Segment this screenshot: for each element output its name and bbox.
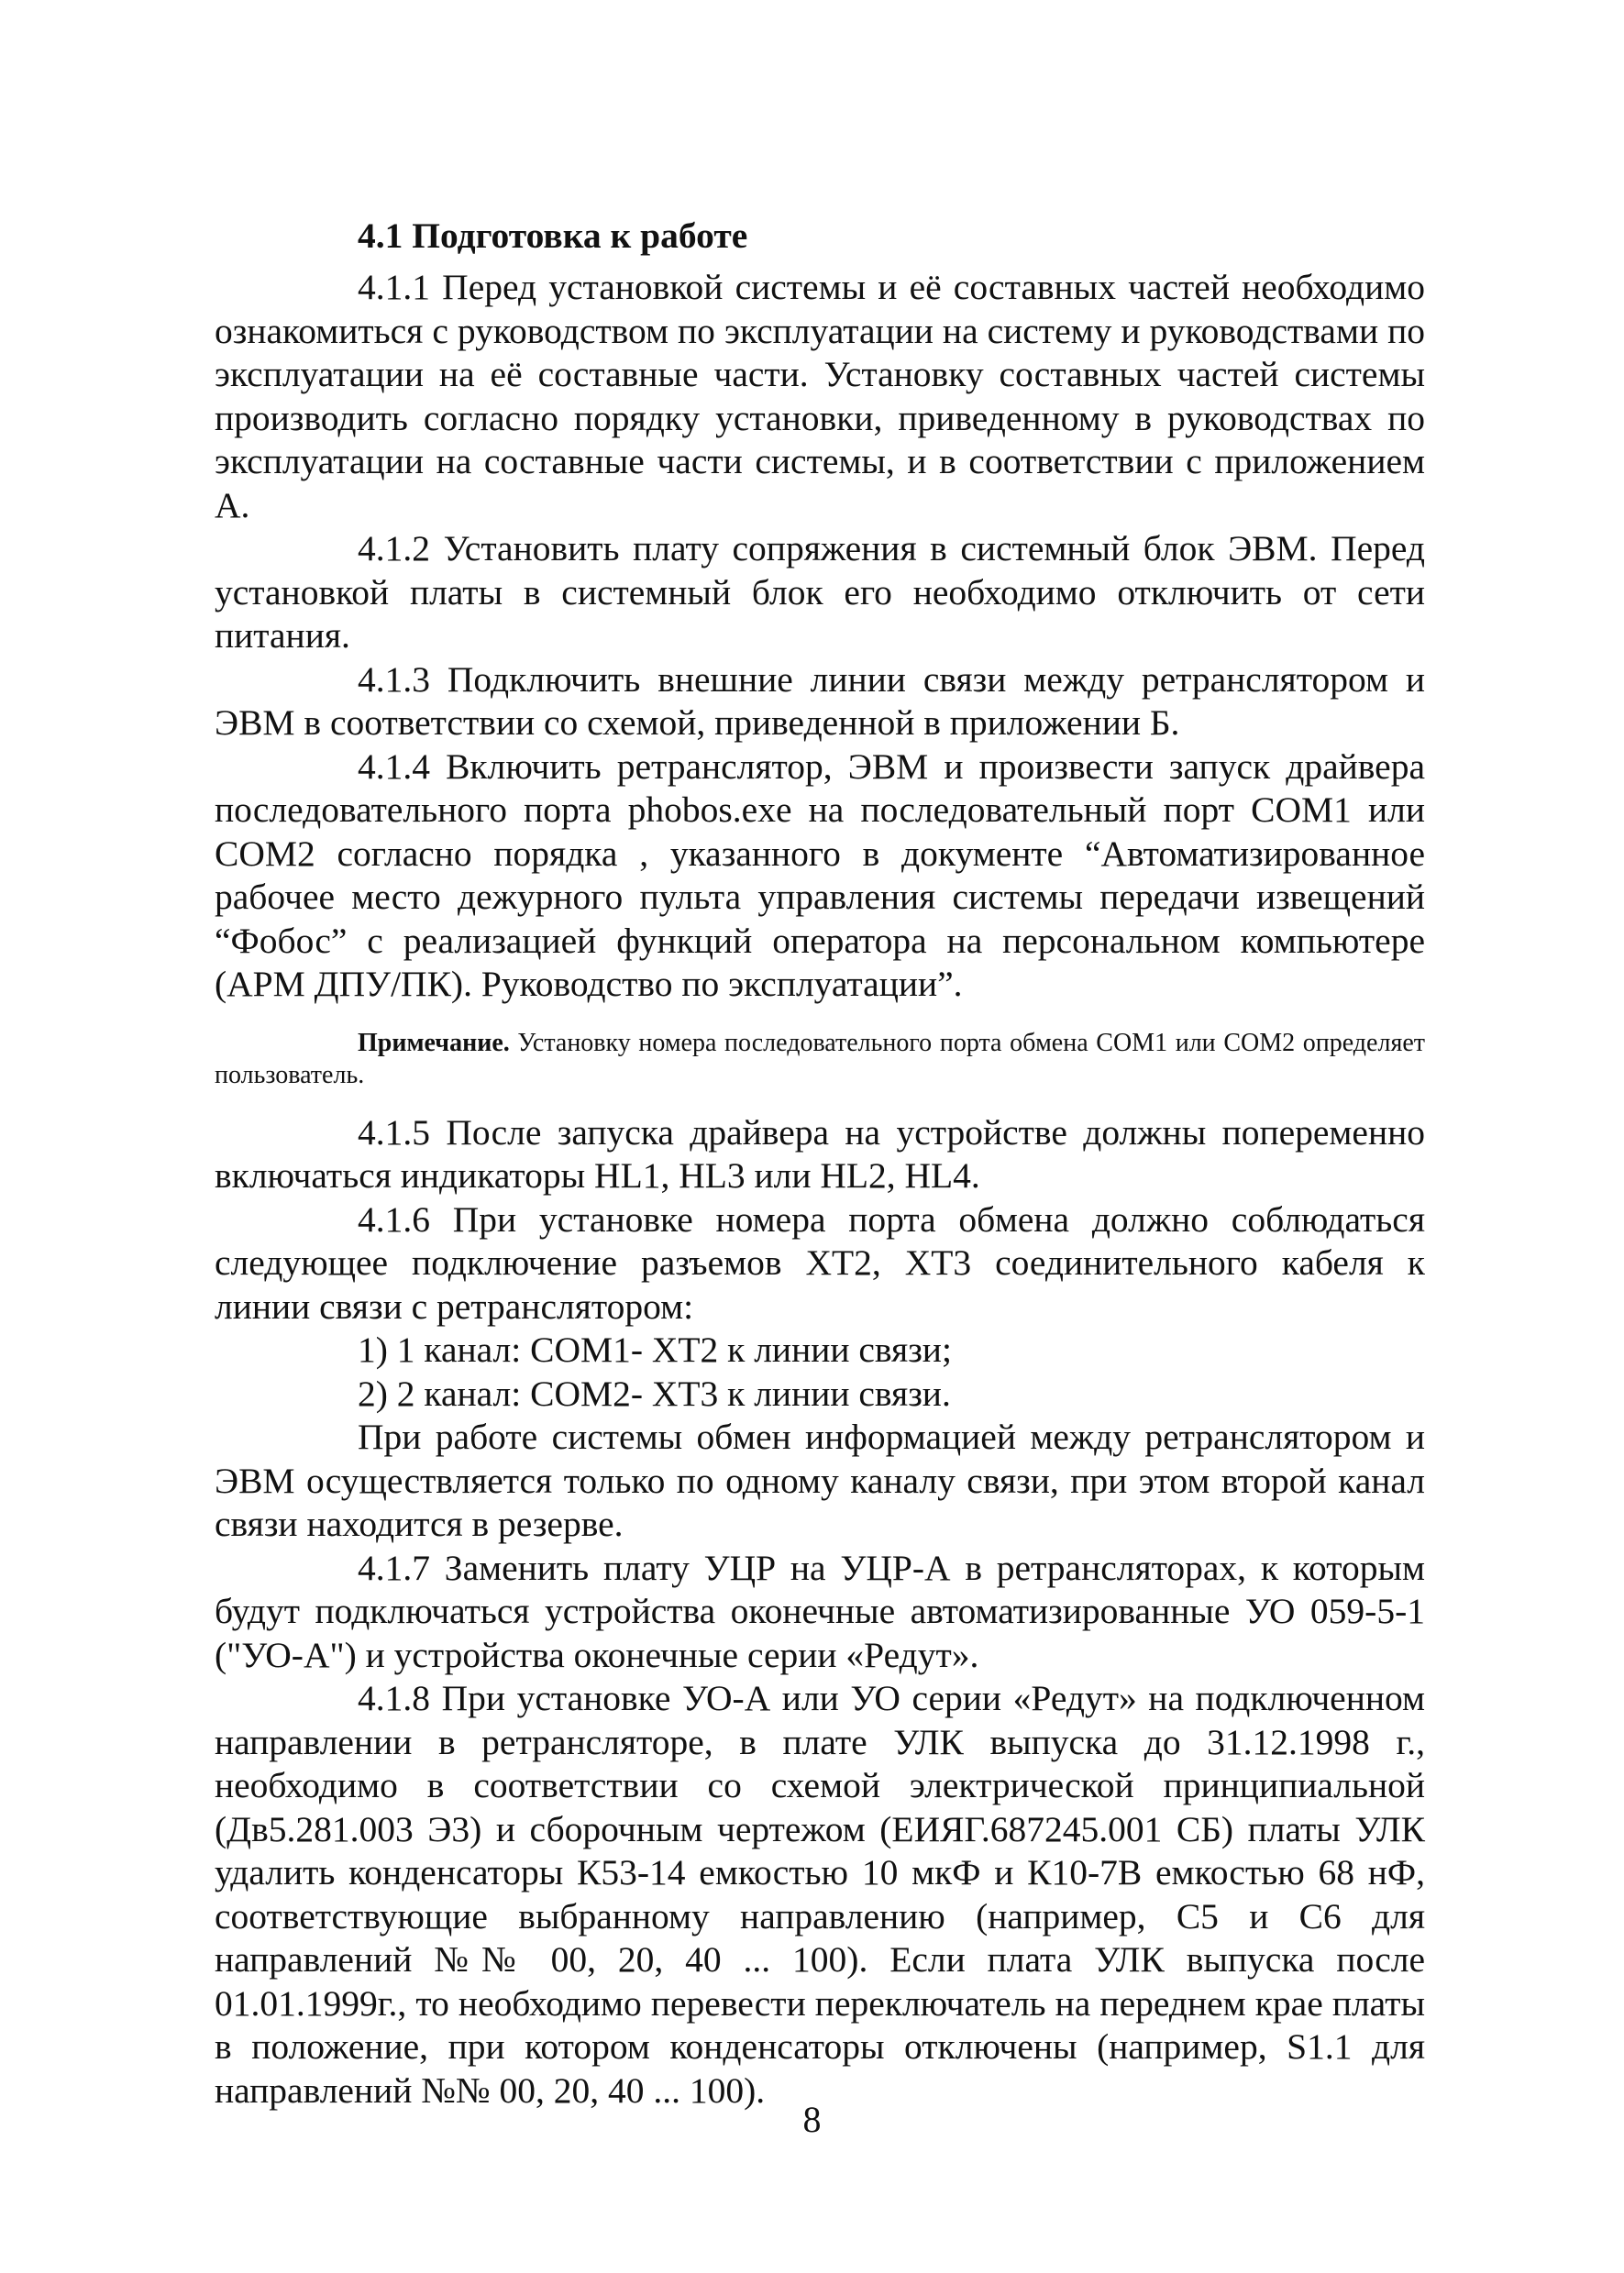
paragraph-4-1-2: 4.1.2 Установить плату сопряжения в системный блок ЭВМ. Перед установкой платы в системный блок его необходимо отключить от сети питания. bbox=[215, 528, 1425, 656]
section-heading: 4.1 Подготовка к работе bbox=[358, 215, 748, 256]
note-text: Установку номера последовательного порта обмена COM1 или COM2 определяет пользователь. bbox=[215, 1028, 1425, 1089]
list-item-channel-2: 2) 2 канал: COM2- XT3 к линии связи. bbox=[358, 1373, 951, 1414]
note bbox=[215, 1027, 1425, 1091]
paragraph-4-1-8: 4.1.8 При установке УО-А или УО серии «Редут» на подключенном направлении в ретрансляторе, в плате УЛК выпуска до 31.12.1998 г., необходимо в соответствии со схемой электрической принципиальной (Дв5.281.003 Э3) и сборочным чертежом (ЕИЯГ.687245.001 СБ) платы УЛК удалить конденсаторы К53-14 емкостью 10 мкФ и К10-7В емкостью 68 нФ, соответствующие выбранному направлению (например, С5 и С6 для направлений №№ 00, 20, 40 ... 100). Если плата УЛК выпуска после 01.01.1999г., то необходимо перевести переключатель на переднем крае платы в положение, при котором конденсаторы отключены (например, S1.1 для направлений №№ 00, 20, 40 ... 100). bbox=[215, 1678, 1425, 2111]
paragraph-4-1-6-continued: При работе системы обмен информацией между ретранслятором и ЭВМ осуществляется только по одному каналу связи, при этом второй канал связи находится в резерве. bbox=[215, 1417, 1425, 1544]
list-item-channel-1: 1) 1 канал: COM1- XT2 к линии связи; bbox=[358, 1330, 952, 1370]
document-page bbox=[215, 213, 1425, 2113]
paragraph-4-1-4: 4.1.4 Включить ретранслятор, ЭВМ и произвести запуск драйвера последовательного порта phobos.exe на последовательный порт COM1 или COM2 согласно порядка , указанного в документе “Автоматизированное рабочее место дежурного пульта управления системы передачи извещений “Фобос” с реализацией функций оператора на персональном компьютере (АРМ ДПУ/ПК). Руководство по эксплуатации”. bbox=[215, 745, 1425, 1004]
paragraph-4-1-1: 4.1.1 Перед установкой системы и её составных частей необходимо ознакомиться с руководством по эксплуатации на систему и руководствами по эксплуатации на её составные части. Установку составных частей системы производить согласно порядку установки, приведенному в руководствах по эксплуатации на составные части системы, и в соответствии с приложением А. bbox=[215, 267, 1425, 525]
paragraph-4-1-6: 4.1.6 При установке номера порта обмена должно соблюдаться следующее подключение разъемов XT2, XT3 соединительного кабеля к линии связи с ретранслятором: bbox=[215, 1198, 1425, 1327]
paragraph-4-1-7: 4.1.7 Заменить плату УЦР на УЦР-А в ретрансляторах, к которым будут подключаться устройства оконечные автоматизированные УО 059-5-1 ("УО-А") и устройства оконечные серии «Редут». bbox=[215, 1547, 1425, 1675]
paragraph-4-1-5: 4.1.5 После запуска драйвера на устройстве должны попеременно включаться индикаторы HL1, HL3 или HL2, HL4. bbox=[215, 1111, 1425, 1196]
page-number: 8 bbox=[802, 2099, 822, 2140]
note-label: Примечание. bbox=[358, 1028, 510, 1057]
paragraph-4-1-3: 4.1.3 Подключить внешние линии связи между ретранслятором и ЭВМ в соответствии со схемой, приведенной в приложении Б. bbox=[215, 658, 1425, 743]
